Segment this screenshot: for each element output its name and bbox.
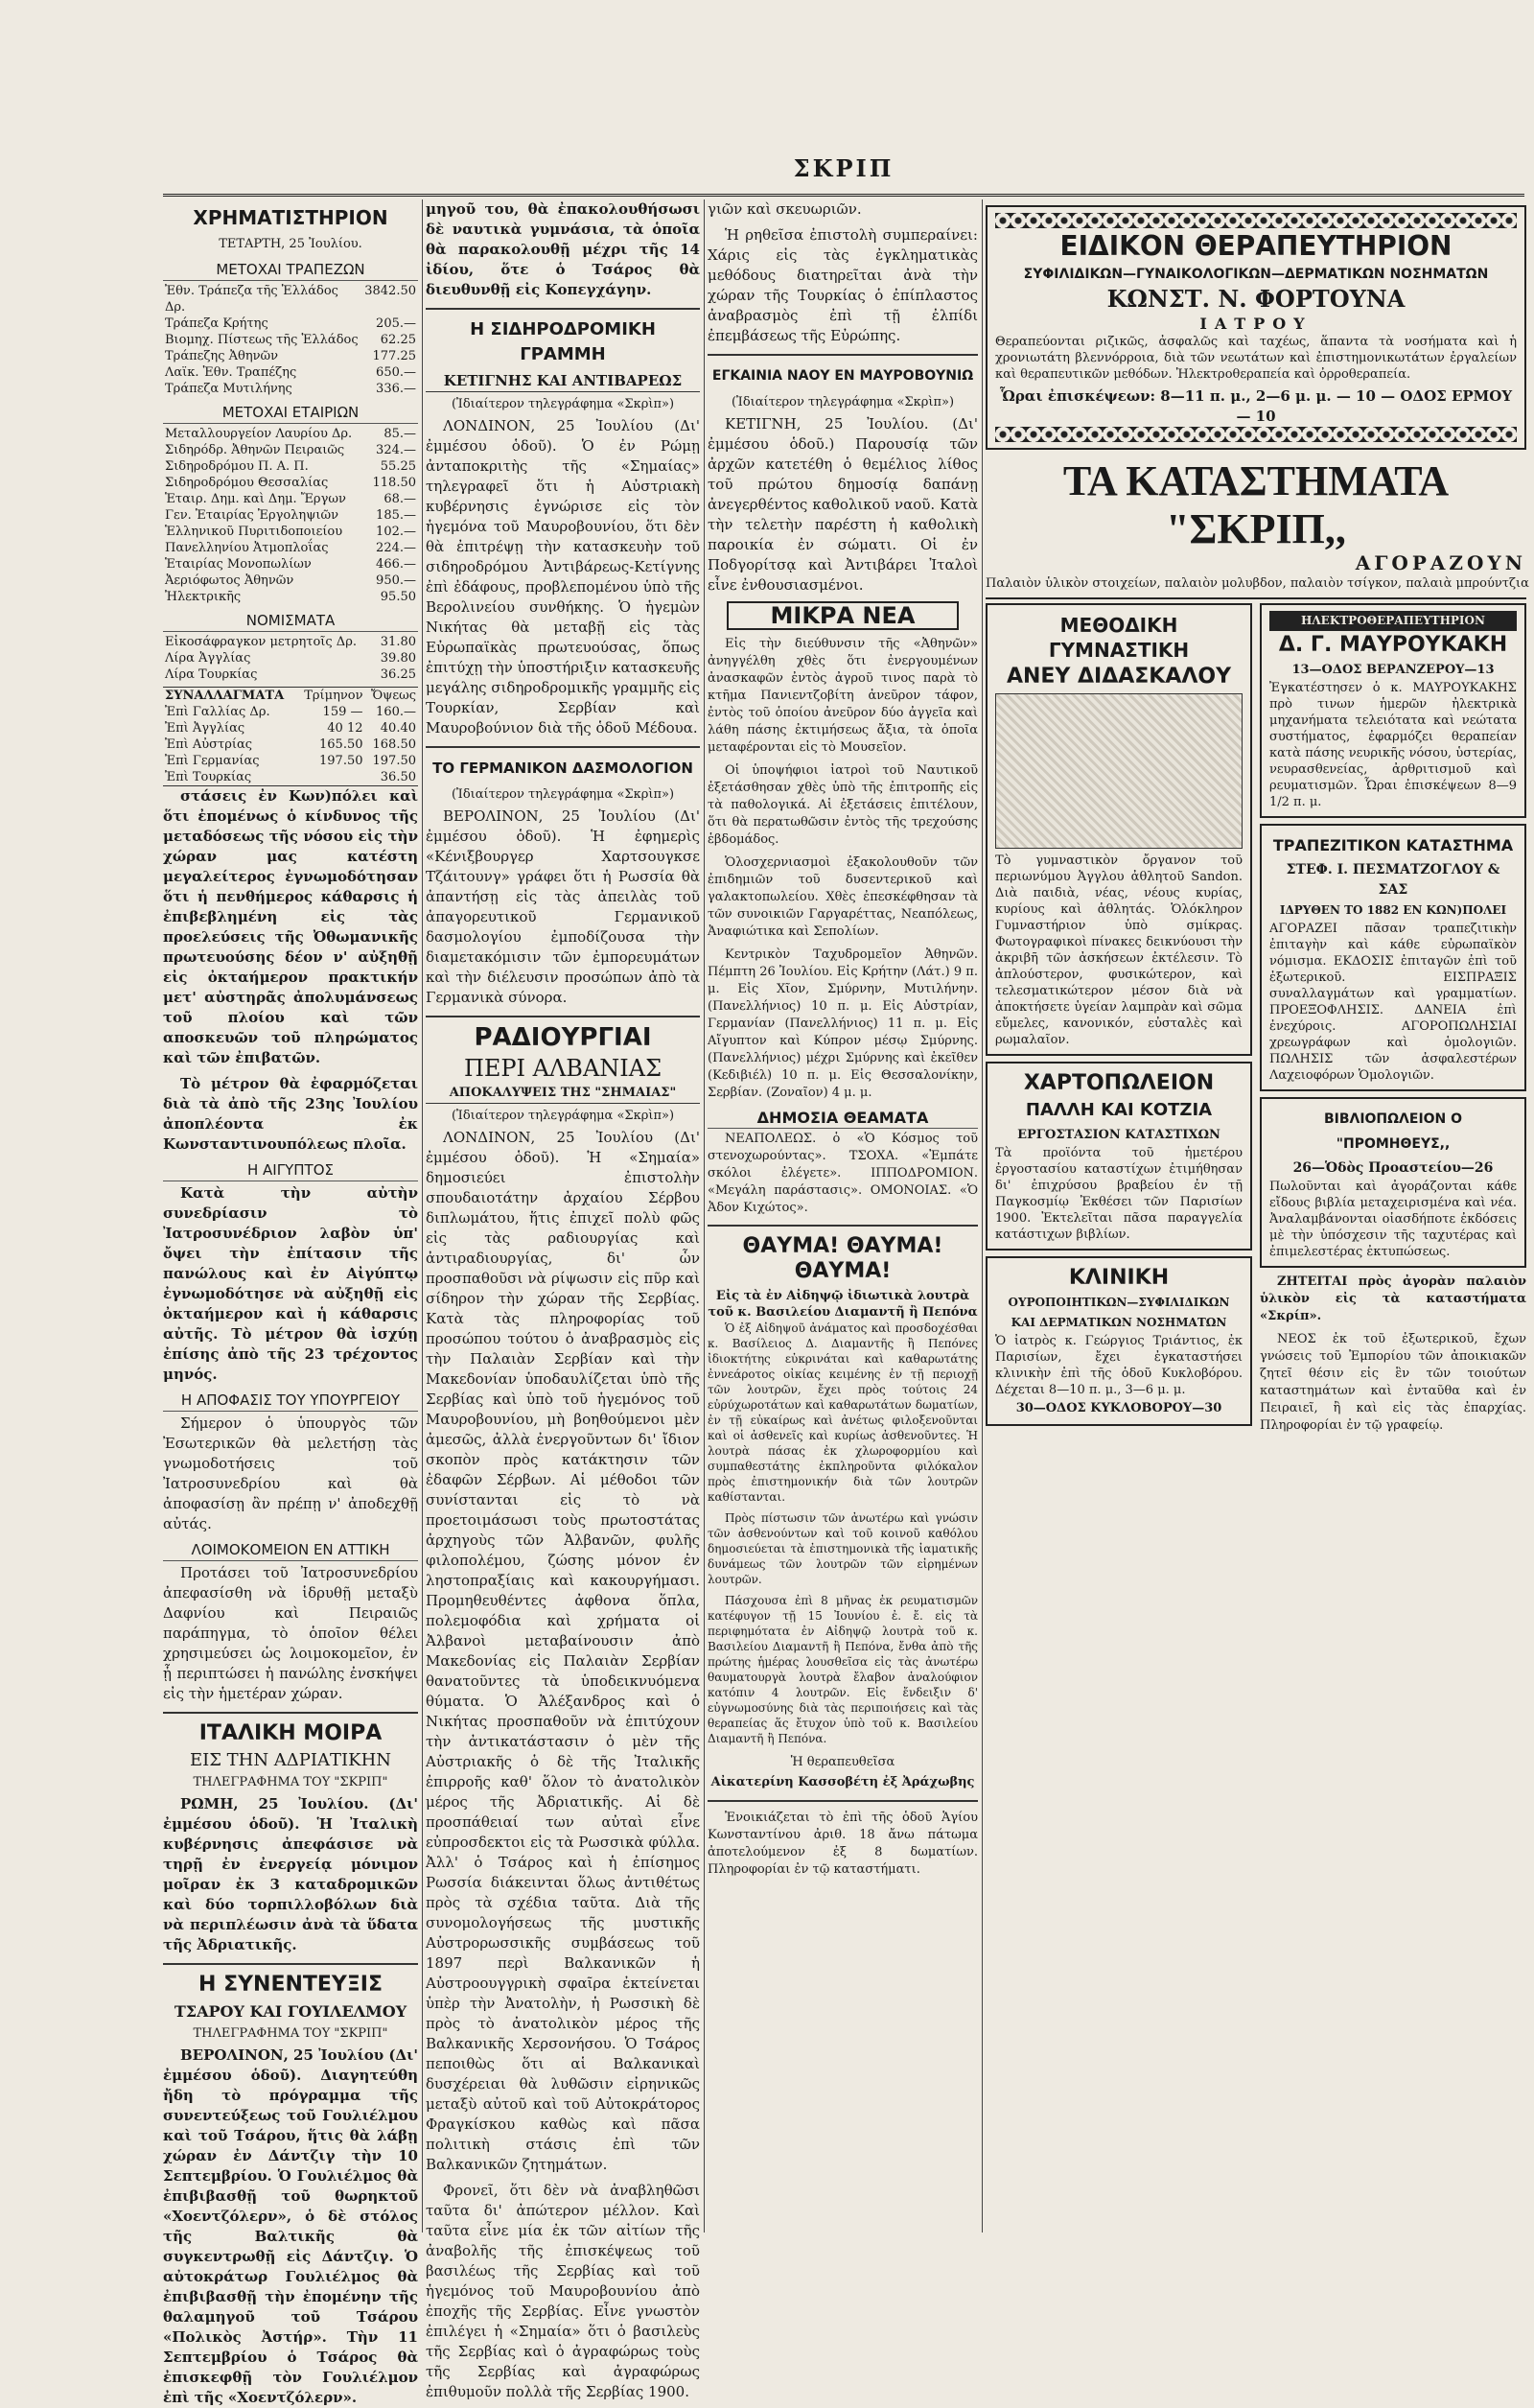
telegram-label: (Ἰδιαίτερον τηλεγράφημα «Σκρὶπ»): [451, 397, 675, 411]
ad-subcolumn-right: [1260, 603, 1526, 1440]
column-rule: [982, 199, 983, 2233]
article-paragraph: ΒΕΡΟΛΙΝΟΝ, 25 Ἰουλίου (Δι' ἐμμέσου ὁδοῦ). Ἡ ἐφημερὶς «Κένιξβουργερ Χαρτσουγκσε Τζάιτουνγ» γράφει ὅτι ἡ Ρωσσία θὰ ἀπαντήσῃ εἰς τὰς ἀπειλὰς τοῦ ἀπαγορευτικοῦ Γερμανικοῦ δασμολογίου ἐμποδίζουσα τὴν διαμετακόμισιν τῶν ἐμπορευμάτων καὶ τὴν διέλευσιν προσώπων ἀπὸ τὰ Γερμανικὰ σύνορα.: [426, 807, 700, 1006]
shops-subheadline: ΑΓΟΡΑΖΟΥΝ: [1355, 551, 1526, 574]
ad-label: ΗΛΕΚΤΡΟΘΕΡΑΠΕΥΤΗΡΙΟΝ: [1269, 611, 1517, 631]
table-row: Λαϊκ. Ἐθν. Τραπέζης 650.—: [165, 365, 416, 380]
subheadline: ΤΣΑΡΟΥ ΚΑΙ ΓΟΥΙΛΕΛΜΟΥ: [174, 2002, 407, 2021]
column-4-ads: [986, 199, 1529, 2233]
headline: Η ΣΥΝΕΝΤΕΥΞΙΣ: [198, 1973, 383, 1997]
divider: [708, 354, 978, 356]
table-row: Γεν. Ἑταιρίας Ἐργοληψιῶν 185.—: [165, 508, 416, 523]
divider: [426, 746, 700, 748]
money-table: [163, 634, 418, 683]
article-paragraph: Ὁ ἐξ Αἰδηψοῦ ἀνάματος καὶ προσδοχέσθαι κ. Βασίλειος Δ. Διαμαντῆς ἢ Πεπόνες ἰδιοκτήτης εὐκρινάται καὶ καθαρωτάτης ἐννεάροτος οἰκίας κειμένης ἐν τῇ περιοχῇ τῶν λουτρῶν, ἔχει πρὸς τούτοις 24 εὐρύχωροτάτων καὶ καθαρωτάτων δωματίων, ἐν τῇ εὐκαίρως καὶ ἀνέτως φιλοξενοῦνται καὶ οἱ ἀσθενεῖς καὶ κυρίως ἀσθενοῦντες. Ἡ λουτρὰ πάσας ἐκ χλωροφορμίου καὶ συμπαθεστάτης ἐκπληροῦντα φιλόκαλον πρὸς ἐπιστημονικήν διὰ τῶν λουτρῶν καθίστανται.: [708, 1321, 978, 1504]
ad-address: 26—Ὁδὸς Προαστείου—26: [1292, 1160, 1494, 1176]
article-paragraph: ΒΕΡΟΛΙΝΟΝ, 25 Ἰουλίου (Δι' ἐμμέσου ὁδοῦ). Διαγητεύθη ἤδη τὸ πρόγραμμα τῆς συνεντεύξεως τοῦ Γουλιέλμου καὶ τοῦ Τσάρου, ἥτις θὰ λάβῃ χώραν ἐν Δάντζιγ τὴν 10 Σεπτεμβρίου. Ὁ Γουλιέλμος θὰ ἐπιβιβασθῇ τοῦ θωρηκτοῦ «Χοεντζόλερν», ὁ δὲ στόλος τῆς Βαλτικῆς θὰ συγκεντρωθῇ εἰς Δάντζιγ. Ὁ αὐτοκράτωρ Γουλιέλμος θὰ ἐπιβιβασθῇ τὴν ἐπομένην τῆς θαλαμηγοῦ τοῦ Τσάρου «Πολικὸς Ἀστήρ». Τὴν 11 Σεπτεμβρίου ὁ Τσάρος θὰ ἐπισκεφθῇ τὸν Γουλιέλμον ἐπὶ τῆς «Χοεντζόλερν».: [163, 2046, 418, 2406]
ornament-border: [995, 213, 1517, 228]
article-paragraph: Πάσχουσα ἐπὶ 8 μῆνας ἐκ ρευματισμῶν κατέφυγον τῇ 15 Ἰουνίου ἐ. ἔ. εἰς τὰ περιφημότατα ἐν Αἰδηψῷ λουτρὰ τοῦ κ. Βασιλείου Διαμαντῆ ἢ Πεπόνα, ἔνθα ἀπὸ τῆς πρώτης ἡμέρας λουσθεῖσα εἰς τὰς ἀνωτέρω θαυματουργὰ λουτρὰ ἔλαβον ἀναλούφιον κατόπιν 4 λουτρῶν. Εἰς ἔνδειξιν δ' εὐγνωμοσύνης διὰ τὰς περιποιήσεις καὶ τὰς θεραπείας ἅς ἔτυχον ὑπὸ τοῦ κ. Βασιλείου Διαμαντῆ ἢ Πεπόνα.: [708, 1594, 978, 1745]
table-row: Ἐπὶ Ἀγγλίας 40 12 40.40: [165, 721, 416, 736]
ad-text: Ὁ ἰατρὸς κ. Γεώργιος Τριάντιος, ἐκ Παρισίων, ἔχει ἐγκαταστήσει κλινικὴν ἐπὶ τῆς ὁδοῦ Κυκλοβόρου. Δέχεται 8—10 π. μ., 3—6 μ. μ.: [995, 1334, 1243, 1397]
ad-text: Θεραπεύονται ριζικῶς, ἀσφαλῶς καὶ ταχέως, ἅπαντα τὰ νοσήματα καὶ ἡ χρονιωτάτη βλεννόρροια, διὰ τῶν νεωτάτων καὶ ἐπιστημονικωτάτων ἐργαλείων καὶ θεραπευτικῶν μεθόδων. Ἠλεκτροθεραπεία καὶ ὀρροθεραπεία.: [995, 335, 1517, 382]
article-paragraph: ΡΩΜΗ, 25 Ἰουλίου. (Δι' ἐμμέσου ὁδοῦ). Ἡ Ἰταλικὴ κυβέρνησις ἀπεφάσισε νὰ τηρῇ ἐν ἐνεργείᾳ μόνιμον μοῖραν ἐκ 3 καταδρομικῶν καὶ δύο τορπιλλοβόλων διὰ νὰ περιπλέωσιν ἀνὰ τὰ ὕδατα τῆς Ἀδριατικῆς.: [163, 1795, 418, 1953]
table-row: Εἰκοσάφραγκον μετρητοῖς Δρ. 31.80: [165, 635, 416, 649]
table-row: Ἑταιρ. Δημ. καὶ Δημ. Ἔργων 68.—: [165, 492, 416, 506]
column-rule: [704, 199, 705, 2233]
table-row: Σιδηροδρόμου Θεσσαλίας 118.50: [165, 476, 416, 490]
ad-role: ΙΑΤΡΟΥ: [1199, 315, 1313, 333]
telegram-label: ΤΗΛΕΓΡΑΦΗΜΑ ΤΟΥ "ΣΚΡΙΠ": [193, 2026, 388, 2041]
ad-text: Πωλοῦνται καὶ ἀγοράζονται κάθε εἴδους βιβλία μεταχειρισμένα καὶ νέα. Ἀναλαμβάνονται οἰασδήποτε ἐκδόσεις μὲ τὴν ὑπόσχεσιν τῆς ταχυτέρας καὶ ἐπιμελεστέρας ἐκτυπώσεως.: [1269, 1180, 1517, 1259]
table-row: Πανελληνίου Ἀτμοπλοΐας 224.—: [165, 541, 416, 555]
news-item: ΝΕΑΠΟΛΕΩΣ. ὁ «Ὁ Κόσμος τοῦ στενοχωρούντας». ΤΣΟΧΑ. «Ἐμπάτε σκόλοι ἐλέγετε». ΙΠΠΟΔΡΟΜΙΟΝ. «Μεγάλη παράστασις». ΟΜΟΝΟΙΑΣ. «Ὁ Ἀδον Κιχώτος».: [708, 1132, 978, 1215]
ad-title: ΧΑΡΤΟΠΩΛΕΙΟΝ: [1023, 1071, 1215, 1095]
article-paragraph: στάσεις ἐν Κων)πόλει καὶ ὅτι ἐπομένως ὁ κίνδυνος τῆς μεταδόσεως τῆς νόσου εἰς τὴν χώραν μας κατέστη μεγαλείτερος ἐγνωμοδότησαν ὅτι ἡ πενθήμερος κάθαρσις ἡ ἐπιβεβλημένη εἰς τὰς προελεύσεις τῆς Ὀθωμανικῆς πρωτευούσης δέον ν' αὐξηθῇ εἰς ὀκταήμερον πρακτικήν μετ' αὐστηρᾶς ἀπολυμάνσεως τοῦ πλοίου καὶ τῶν αποσκευῶν τοῦ πληρώματος καὶ τῶν ἐπιβατῶν.: [163, 787, 418, 1066]
subheadline: ΑΠΟΚΑΛΥΨΕΙΣ ΤΗΣ "ΣΗΜΑΙΑΣ": [426, 1083, 700, 1104]
telegram-label: (Ἰδιαίτερον τηλεγράφημα «Σκρὶπ»): [451, 787, 675, 802]
bank-shares-title: ΜΕΤΟΧΑΙ ΤΡΑΠΕΖΩΝ: [163, 260, 418, 281]
gymnastics-illustration: [995, 693, 1243, 849]
article-paragraph: Πρὸς πίστωσιν τῶν ἀνωτέρω καὶ γνώσιν τῶν ἀσθενούντων καὶ τοῦ κοινοῦ καθόλου δημοσιεύεται τὰ ἐπιστημονικὰ τῆς ἰαματικῆς δυνάμεως τῶν λουτρῶν τῶν εἰρημένων λουτρῶν.: [708, 1511, 978, 1586]
ad-title: ΒΙΒΛΙΟΠΩΛΕΙΟΝ Ο "ΠΡΟΜΗΘΕΥΣ,,: [1323, 1111, 1463, 1152]
fx-table: [163, 687, 418, 786]
ad-subtitle: ΑΝΕΥ ΔΙΔΑΣΚΑΛΟΥ: [1006, 665, 1232, 689]
table-row: Ἠλεκτρικῆς 95.50: [165, 590, 416, 604]
table-row: Μεταλλουργείον Λαυρίου Δρ. 85.—: [165, 427, 416, 441]
ad-subtitle: ΙΔΡΥΘΕΝ ΤΟ 1882 ΕΝ ΚΩΝ)ΠΟΛΕΙ: [1279, 903, 1507, 917]
ad-text: Τὸ γυμναστικὸν ὄργανον τοῦ περιωνύμου Ἀγγλου ἀθλητοῦ Sandon. Διὰ παιδιὰ, νέας, νέους κυρίας, κυρίους καὶ ἀθλητάς. Ὁλόκληρον Γυμναστήριον ὑπὸ σμίκρας. Φωτογραφικοὶ πίνακες δεικνύουσι τὴν ἀκριβῆ τῶν ἀσκήσεων ἐκτέλεσιν. Τὸ ἁπλούστερον, φυσικώτερον, καὶ τελεσματικώτερον μέσον διὰ νὰ ἀποκτήσετε ὑγείαν λαμπρὰν καὶ σῶμα εὔμελες, κανονικόν, εὐσταλὲς καὶ ρωμαλαῖον.: [995, 853, 1243, 1047]
article-paragraph: ΛΟΝΔΙΝΟΝ, 25 Ἰουλίου (Δι' ἐμμέσου ὁδοῦ). Ἡ «Σημαία» δημοσιεύει ἐπιστολὴν σπουδαιοτάτην ἀρχαίου Σέρβου διπλωμάτου, ἥτις ἐπιχεῖ πολὺ φῶς εἰς τὰς ραδιουργίας καὶ ἀντιραδιουργίας, δι' ὧν προσπαθοῦσι νὰ ρίψωσιν εἰς πῦρ καὶ σίδηρον τὴν χώραν τῆς Σερβίας. Κατὰ τὰς πληροφορίας τοῦ προσώπου τούτου ὁ ἀναβρασμὸς εἰς τὴν Παλαιὰν Σερβίαν καὶ τὴν Μακεδονίαν ὑποδαυλίζεται ὑπὸ τῆς Σερβίας καὶ ὑπὸ τοῦ ἡγεμόνος τοῦ Μαυροβουνίου, μὴ βοηθούμενοι μὲν ἀμεσῶς, ἀλλὰ ἐνεργοῦντων δι' ἴδιον σκοπὸν πρὸς κατάκτησιν τῶν ἐδαφῶν Σέρβων. Αἱ μέθοδοι τῶν συνίστανται εἰς τὸ νὰ προετοιμάσωσι τοὺς πρωτοστάτας ἀρχηγοὺς τῶν Ἀλβανῶν, φυλῆς φιλοπολέμου, ζώσης μόνον ἐν ληστοπραξίαις καὶ κακουργήμασι. Προμηθευθέντες ἀφθονα ὅπλα, πολεμοφόδια καὶ χρήματα οἱ Ἀλβανοὶ μεταβαίνουσιν ἀπὸ Μακεδονίας εἰς Παλαιὰν Σερβίαν θανατοῦντες τὰ ὑποδεικνυόμενα θύματα. Ὁ Ἀλέξανδρος καὶ ὁ Νικήτας προσπαθοῦν νὰ ἐπιτύχουν τὴν ἀντικατάστασιν ὁ μὲν τῆς Αὐστριακῆς ὁ δὲ τῆς Ἰταλικῆς ἐπιρροῆς καθ' ὅλον τὸ ἀνατολικὸν μέρος τῆς Ἀδριατικῆς. Αἱ δὲ προσπάθειαί των αὐταὶ εἶνε εὐπροσδεκτοι εἰς τὰ Ρωσσικὰ φύλλα. Ἀλλ' ὁ Τσάρος καὶ ἡ ἐπίσημος Ρωσσία διάκεινται ὅλως ἀντιθέτως πρὸς τὰ σχέδια ταῦτα. Διὰ τῆς συνομολογήσεως τῆς μυστικῆς Αὐστρορωσσικῆς συμβάσεως τοῦ 1897 περὶ Βαλκανικῶν ἡ Αὐστροουγγρικὴ σφαῖρα ἐκτείνεται ὑπὲρ τὴν Ἀνατολὴν, ἡ Ρωσσικὴ δὲ πρὸς τὸ ἀνατολικὸν μέρος τῆς Βαλκανικῆς Χερσονήσου. Ὁ Τσάρος πεποιθὼς ὅτι αἱ Βαλκανικαὶ δυσχέρειαι θὰ λυθῶσιν εἰρηνικῶς μεταξὺ αὐτοῦ καὶ τοῦ Αὐτοκράτορος Φραγκίσκου καθὼς καὶ πᾶσα πολιτικὴ στάσις ἐπὶ τῶν Βαλκανικῶν ζητημάτων.: [426, 1129, 700, 2173]
table-row: Ἐθν. Τράπεζα τῆς Ἑλλάδος Δρ. 3842.50: [165, 284, 416, 315]
ad-title: ΕΙΔΙΚΟΝ ΘΕΡΑΠΕΥΤΗΡΙΟΝ: [1059, 230, 1453, 262]
subheadline: ΠΕΡΙ ΑΛΒΑΝΙΑΣ: [463, 1055, 662, 1082]
company-shares-title: ΜΕΤΟΧΑΙ ΕΤΑΙΡΙΩΝ: [163, 403, 418, 424]
article-paragraph: μηγοῦ του, θὰ ἐπακολουθήσωσι δὲ ναυτικὰ γυμνάσια, τὰ ὁποῖα θὰ παρακολουθῇ μέχρι τῆς 14 ἰδίου, ὅτε ὁ Τσάρος θὰ διευθυνθῇ εἰς Κοπεγχάγην.: [426, 200, 700, 298]
exchange-title: ΧΡΗΜΑΤΙΣΤΗΡΙΟΝ: [193, 206, 388, 229]
table-row: Τράπεζα Κρήτης 205.—: [165, 316, 416, 331]
article-paragraph: Ἡ ρηθεῖσα ἐπιστολὴ συμπεραίνει: Χάρις εἰς τὰς ἐγκληματικὰς μεθόδους διατηρεῖται ἀνὰ τὴν χώραν τῆς Τουρκίας ὁ ἐπίπλαστος ἀναβρασμὸς ἐπὶ τῇ ἐλπίδι ἐπεμβάσεως τῆς Εὐρώπης.: [708, 226, 978, 344]
table-row: Σιδηρόδρ. Ἀθηνῶν Πειραιῶς 324.—: [165, 443, 416, 457]
subheadline: ΕΙΣ ΤΗΝ ΑΔΡΙΑΤΙΚΗΝ: [189, 1750, 392, 1770]
table-row: Τράπεζα Μυτιλήνης 336.—: [165, 382, 416, 396]
ad-subtitle: ΠΑΛΛΗ ΚΑΙ ΚΟΤΖΙΑ: [1025, 1100, 1213, 1120]
column-1: [163, 199, 418, 2406]
exchange-date: ΤΕΤΑΡΤΗ, 25 Ἰουλίου.: [219, 237, 362, 251]
ad-text: Ἐγκατέστησεν ὁ κ. ΜΑΥΡΟΥΚΑΚΗΣ πρὸ τινων ἡμερῶν ἠλεκτρικὰ μηχανήματα τελειότατα καὶ νεώτατα συστήματος, ἐφαρμόζει θεραπείαν κατὰ πάσης νευρικῆς νόσου, ὑστερίας, νευρασθενείας, ἀρθριτισμοῦ καὶ ρευματισμῶν. Ὧραι ἐπισκέψεων 8—9 1/2 π. μ.: [1269, 681, 1517, 809]
divider: [708, 1225, 978, 1227]
article-paragraph: Τὸ μέτρον θὰ ἐφαρμόζεται διὰ τὰ ἀπὸ τῆς 23ης Ἰουλίου ἀποπλέοντα ἐκ Κωνσταντινουπόλεως πλοῖα.: [163, 1075, 418, 1153]
headline: ΜΙΚΡΑ ΝΕΑ: [727, 601, 959, 630]
section-title: ΛΟΙΜΟΚΟΜΕΙΟΝ ΕΝ ΑΤΤΙΚΗ: [163, 1540, 418, 1561]
divider: [163, 1712, 418, 1714]
telegram-label: ΤΗΛΕΓΡΑΦΗΜΑ ΤΟΥ "ΣΚΡΙΠ": [193, 1775, 388, 1789]
headline: ΕΓΚΑΙΝΙΑ ΝΑΟΥ ΕΝ ΜΑΥΡΟΒΟΥΝΙΩ: [711, 368, 974, 384]
news-item: Κεντρικὸν Ταχυδρομεῖον Ἀθηνῶν. Πέμπτη 26 Ἰουλίου. Εἰς Κρήτην (Λάτ.) 9 π. μ. Εἰς Χῖον, Σμύρνην, Μυτιλήνην. (Πανελλήνιος) 10 π. μ. Εἰς Αὐστρίαν, Γερμανίαν (Πανελλήνιος) 11 π. μ. Εἰς Αἴγυπτον καὶ Κύπρον μέσῳ Σμύρνης. (Πανελλήνιος) μέχρι Σμύρνης καὶ ἐκεῖθεν (Κεδιβιέλ) 10 π. μ. Εἰς Θεσσαλονίκην, Σερβίαν. (Ζοναῖον) 4 μ. μ.: [708, 947, 978, 1100]
ad-subtitle: ΕΡΓΟΣΤΑΣΙΟΝ ΚΑΤΑΣΤΙΧΩΝ: [1017, 1128, 1220, 1142]
section-title: Η ΑΙΓΥΠΤΟΣ: [163, 1160, 418, 1181]
column-3: [708, 199, 978, 2233]
article-paragraph: γιῶν καὶ σκευωριῶν.: [708, 200, 862, 218]
headline: ΙΤΑΛΙΚΗ ΜΟΙΡΑ: [198, 1721, 383, 1745]
news-item: Ὁλοσχερνιασμοὶ ἐξακολουθοῦν τῶν ἐπιδημιῶν τοῦ δυσεντερικοῦ καὶ γαλακτοπωλείου. Χθὲς ἐπεσκέφθησαν τὰ τῶν συνοικιῶν Γαργαρέττας, Νεαπόλεως, Ἀναφιώτικα καὶ Σεπολίων.: [708, 855, 978, 939]
masthead: ΣΚΡΙΠ: [163, 150, 1524, 197]
section-title: ΔΗΜΟΣΙΑ ΘΕΑΜΑΤΑ: [708, 1108, 978, 1129]
table-row: Σιδηροδρόμου Π. Α. Π. 55.25: [165, 459, 416, 474]
table-row: Ἐπὶ Τουρκίας 36.50: [165, 770, 416, 784]
divider: [426, 1016, 700, 1017]
ad-title: Δ. Γ. ΜΑΥΡΟΥΚΑΚΗ: [1278, 633, 1508, 657]
telegram-label: (Ἰδιαίτερον τηλεγράφημα «Σκρὶπ»): [451, 1109, 675, 1123]
table-row: Ἐπὶ Γερμανίας 197.50 197.50: [165, 754, 416, 768]
column-rule: [422, 199, 423, 2233]
ad-name: ΣΤΕΦ. Ι. ΠΕΣΜΑΤΖΟΓΛΟΥ & ΣΑΣ: [1286, 862, 1500, 898]
urology-clinic-ad: [986, 1256, 1252, 1426]
shops-line: Παλαιὸν ὑλικὸν στοιχείων, παλαιὸν μολυβδον, παλαιὸν τσίγκον, παλαιὰ μπρούντζια: [986, 573, 1526, 599]
classified-ad: ΝΕΟΣ ἐκ τοῦ ἐξωτερικοῦ, ἔχων γνώσεις τοῦ Ἐμπορίου τῶν ἀποικιακῶν ζητεῖ θέσιν εἰς ἓν τῶν τοιούτων καταστημάτων καὶ ἐνταῦθα καὶ ἐν Πειραιεῖ, ἢ καὶ εἰς τὰς ἐπαρχίας. Πληροφορίαι ἐν τῷ γραφείῳ.: [1260, 1332, 1526, 1433]
table-row: Λίρα Τουρκίας 36.25: [165, 667, 416, 682]
article-paragraph: ΛΟΝΔΙΝΟΝ, 25 Ἰουλίου (Δι' ἐμμέσου ὁδοῦ). Ὁ ἐν Ρώμῃ ἀνταποκριτὴς τῆς «Σημαίας» τηλεγραφεῖ ὅτι ἡ Αὐστριακὴ κυβέρνησις ἐγνώρισε εἰς τὸν ἡγεμόνα τοῦ Μαυροβουνίου, ὅτι δὲν θὰ ἐπιτρέψῃ τὴν κατασκευὴν τοῦ σιδηροδρόμου Ἀντιβάρεως-Κετίγνης ἐπὶ ἐδάφους, προβλεπομένου ὑπὸ τῆς Βερολινείου συνθήκης. Ὁ ἡγεμὼν Νικήτας θὰ μεταβῇ εἰς τὰς Εὐρωπαϊκὰς πρωτευούσας, ὅπως ἐπιτύχῃ τὴν ὑποστήριξιν κατασκευῆς μεγάλης σιδηροδρομικῆς γραμμῆς εἰς Τουρκίαν, Σερβίαν καὶ Μαυροβούνιον διὰ τῆς ὁδοῦ Μέδουα.: [426, 417, 700, 736]
article-paragraph: Κατὰ τὴν αὐτὴν συνεδρίασιν τὸ Ἰατροσυνέδριον λαβὸν ὑπ' ὄψει τὴν ἐπίτασιν τῆς πανώλους καὶ ἐν Αἰγύπτῳ ἐγνωμοδότησε νὰ αὐξηθῇ εἰς ὀκταήμερον καὶ ἡ κάθαρσις αὐτῆς. Τὸ μέτρον θὰ ἰσχύῃ ἐπίσης ἀπὸ τῆς 23 τρέχοντος μηνός.: [163, 1184, 418, 1383]
table-row: Τράπεζης Ἀθηνῶν 177.25: [165, 349, 416, 363]
clinic-ad: [986, 205, 1526, 450]
table-row: Ἐπὶ Αὐστρίας 165.50 168.50: [165, 737, 416, 752]
table-header: ΣΥΝΑΛΛΑΓΜΑΤΑ Τρίμηνον Ὄψεως: [165, 689, 416, 703]
subheadline: Εἰς τὰ ἐν Αἰδηψῷ ἰδιωτικὰ λουτρὰ τοῦ κ. Βασιλείου Διαμαντῆ ἢ Πεπόνα: [708, 1289, 978, 1320]
table-row: Βιομηχ. Πίστεως τῆς Ἑλλάδος 62.25: [165, 333, 416, 347]
headline: ΘΑΥΜΑ! ΘΑΥΜΑ! ΘΑΥΜΑ!: [742, 1234, 943, 1283]
news-item: Εἰς τὴν διεύθυνσιν τῆς «Ἀθηνῶν» ἀνηγγέλθη χθὲς ὅτι ἐνεργουμένων ἀνασκαφῶν ἐντὸς ἀγροῦ τινος παρὰ τὸ κτῆμα Πανιεντζοβίτη ἀνεῦρον τάφον, ἐντὸς τοῦ ὁποίου ἀνεῦρον δύο ἀγγεῖα καὶ λάθη πάσης ἐκτιμήσεως ἄξια, τὰ ὁποῖα μεταφέρονται εἰς τὸ Μουσεῖον.: [708, 637, 978, 755]
stationery-ad: [986, 1062, 1252, 1251]
ad-title: ΤΡΑΠΕΖΙΤΙΚΟΝ ΚΑΤΑΣΤΗΜΑ: [1272, 836, 1514, 854]
news-item: Οἱ ὑποψήφιοι ἰατροὶ τοῦ Ναυτικοῦ ἐξετάσθησαν χθὲς ὑπὸ τῆς ἐπιτροπῆς εἰς τὰ παθολογικά. Αἱ ἐξετάσεις ἐπιτέλουν, ὅτι θὰ περατωθῶσιν ἐντὸς τῆς τρεχούσης ἑβδομάδος.: [708, 763, 978, 847]
ad-subcolumns: [986, 603, 1526, 1440]
shops-headline: ΤΑ ΚΑΤΑΣΤΗΜΑΤΑ "ΣΚΡΙΠ,,: [1062, 457, 1450, 552]
headline: ΡΑΔΙΟΥΡΓΙΑΙ: [474, 1023, 652, 1052]
bookshop-ad: [1260, 1097, 1526, 1268]
ad-address: 30—ΟΔΟΣ ΚΥΚΛΟΒΟΡΟΥ—30: [1015, 1401, 1222, 1415]
table-row: Λίρα Ἀγγλίας 39.80: [165, 651, 416, 666]
ad-name: ΚΩΝΣΤ. Ν. ΦΟΡΤΟΥΝΑ: [1106, 285, 1406, 313]
column-2: [426, 199, 700, 2400]
ad-address: 13—ΟΔΟΣ ΒΕΡΑΝΖΕΡΟΥ—13: [1291, 663, 1495, 677]
headline: ΤΟ ΓΕΡΜΑΝΙΚΟΝ ΔΑΣΜΟΛΟΓΙΟΝ: [432, 760, 693, 777]
signature-line: Ἡ θεραπευθεῖσα: [790, 1755, 895, 1769]
divider: [426, 308, 700, 310]
table-row: Ἑλληνικοῦ Πυριτιδοποιείου 102.—: [165, 525, 416, 539]
section-title: Η ΑΠΟΦΑΣΙΣ ΤΟΥ ΥΠΟΥΡΓΕΙΟΥ: [163, 1391, 418, 1412]
headline: Η ΣΙΔΗΡΟΔΡΟΜΙΚΗ ΓΡΑΜΜΗ: [470, 319, 656, 364]
gymnastics-ad: [986, 603, 1252, 1056]
subheadline: ΚΕΤΙΓΝΗΣ ΚΑΙ ΑΝΤΙΒΑΡΕΩΣ: [426, 371, 700, 392]
ad-text: ΑΓΟΡΑΖΕΙ πᾶσαν τραπεζιτικὴν ἐπιταγὴν καὶ κάθε εὐρωπαϊκὸν νόμισμα. ΕΚΔΟΣΙΣ ἐπιταγῶν ἐπὶ τοῦ ἐξωτερικοῦ. ΕΙΣΠΡΑΞΙΣ συναλλαγμάτων καὶ γραμματίων. ΠΡΟΕΞΟΦΛΗΣΙΣ. ΔΑΝΕΙΑ ἐπὶ ἐνεχύροις. ΑΓΟΡΟΠΩΛΗΣΙΑΙ χρεωγράφων καὶ ὁμολογιῶν. ΠΩΛΗΣΙΣ τῶν ἀσφαλεστέρων Λαχειοφόρων Ὁμολογιῶν.: [1269, 922, 1517, 1083]
article-paragraph: Προτάσει τοῦ Ἰατροσυνεδρίου ἀπεφασίσθη νὰ ἱδρυθῇ μεταξὺ Δαφνίου καὶ Πειραιῶς παράπηγμα, τὸ ὁποῖον θέλει χρησιμεύσει ὡς λοιμοκομεῖον, ἐν ᾗ περιπτώσει ἡ πανώλης ἐνσκήψει εἰς τὴν ἡμετέραν χώραν.: [163, 1564, 418, 1702]
divider: [163, 1963, 418, 1965]
telegram-label: (Ἰδιαίτερον τηλεγράφημα «Σκρὶπ»): [731, 395, 955, 409]
electrotherapy-ad: [1260, 603, 1526, 818]
table-row: Ἐπὶ Γαλλίας Δρ. 159 — 160.—: [165, 705, 416, 719]
classified-ad: Ἐνοικιάζεται τὸ ἐπὶ τῆς ὁδοῦ Ἁγίου Κωνσταντίνου ἀριθ. 18 ἄνω πάτωμα ἀποτελούμενον ἐξ 8 δωματίων. Πληροφορίαι ἐν τῷ καταστήματι.: [708, 1811, 978, 1877]
company-shares-table: [163, 426, 418, 605]
table-row: Ἀεριόφωτος Ἀθηνῶν 950.—: [165, 573, 416, 588]
article-paragraph: Φρονεῖ, ὅτι δὲν νὰ ἀναβληθῶσι ταῦτα δι' ἀπώτερον μέλλον. Καὶ ταῦτα εἶνε μία ἐκ τῶν αἰτίων τῆς ἀναβολῆς τῆς ἐπισκέψεως τοῦ βασιλέως τῆς Σερβίας καὶ τοῦ ἡγεμόνος τοῦ Μαυροβουνίου ἀπὸ ἐποχῆς τῆς Σερβίας. Εἶνε γνωστὸν ἐπιλέγει ἡ «Σημαία» ὅτι ὁ βασιλεὺς τῆς Σερβίας καὶ ὁ ἀγραφώρως τοὺς τῆς Σερβίας καὶ ἀγραφώρως ἐπιθυμοῦν πολλὰ τῆς Σερβίας 1900.: [426, 2182, 700, 2400]
article-paragraph: ΚΕΤΙΓΝΗ, 25 Ἰουλίου. (Δι' ἐμμέσου ὁδοῦ.) Παρουσίᾳ τῶν ἀρχῶν κατετέθη ὁ θεμέλιος λίθος τοῦ πρώτου δημοσίᾳ δαπάνῃ ἀνεγερθέντος καθολικοῦ ναοῦ. Κατὰ τὴν τελετὴν παρέστη ἡ καθολικὴ παροικία ἐν σώματι. Οἱ ἐν Ποδγορίτσᾳ καὶ Ἀντιβάρει Ἰταλοὶ εἶνε ἐνθουσιασμένοι.: [708, 415, 978, 594]
ad-footer: Ὧραι ἐπισκέψεων: 8—11 π. μ., 2—6 μ. μ. — 10 — ΟΔΟΣ ΕΡΜΟΥ — 10: [999, 387, 1513, 425]
money-title: ΝΟΜΙΣΜΑΤΑ: [163, 611, 418, 632]
signature-line: Αἰκατερίνη Κασσοβέτη ἐξ Ἀράχωβης: [710, 1775, 975, 1789]
bank-ad: [1260, 824, 1526, 1091]
ad-title: ΜΕΘΟΔΙΚΗ ΓΥΜΝΑΣΤΙΚΗ: [1048, 614, 1190, 662]
table-row: Ἑταιρίας Μονοπωλίων 466.—: [165, 557, 416, 572]
ad-subcolumn-left: [986, 603, 1252, 1440]
ad-text: Τὰ προϊόντα τοῦ ἡμετέρου ἐργοστασίου καταστίχων ἐτιμήθησαν δι' ἐπιχρύσου βραβείου ἐν τῇ Παγκοσμίῳ Ἐκθέσει τῶν Παρισίων 1900. Ἐκτελεῖται πᾶσα παραγγελία κατάστιχων βιβλίων.: [995, 1146, 1243, 1242]
ad-subtitle: ΣΥΦΙΛΙΔΙΚΩΝ—ΓΥΝΑΙΚΟΛΟΓΙΚΩΝ—ΔΕΡΜΑΤΙΚΩΝ ΝΟΣΗΜΑΤΩΝ: [1023, 267, 1489, 282]
ad-subtitle: ΟΥΡΟΠΟΙΗΤΙΚΩΝ—ΣΥΦΙΛΙΔΙΚΩΝ ΚΑΙ ΔΕΡΜΑΤΙΚΩΝ ΝΟΣΗΜΑΤΩΝ: [1008, 1296, 1230, 1329]
ornament-border: [995, 427, 1517, 442]
divider: [708, 1800, 978, 1802]
classified-ad: ΖΗΤΕΙΤΑΙ πρὸς ἀγορὰν παλαιὸν ὑλικὸν εἰς τὰ καταστήματα «Σκρίπ».: [1260, 1274, 1526, 1323]
bank-shares-table: [163, 283, 418, 397]
ad-title: ΚΛΙΝΙΚΗ: [1068, 1266, 1170, 1290]
article-paragraph: Σήμερον ὁ ὑπουργὸς τῶν Ἐσωτερικῶν θὰ μελετήσῃ τὰς γνωμοδοτήσεις τοῦ Ἰατροσυνεδρίου καὶ θὰ ἀποφασίσῃ ἂν πρέπῃ ν' ἀποδεχθῇ αὐτάς.: [163, 1414, 418, 1532]
